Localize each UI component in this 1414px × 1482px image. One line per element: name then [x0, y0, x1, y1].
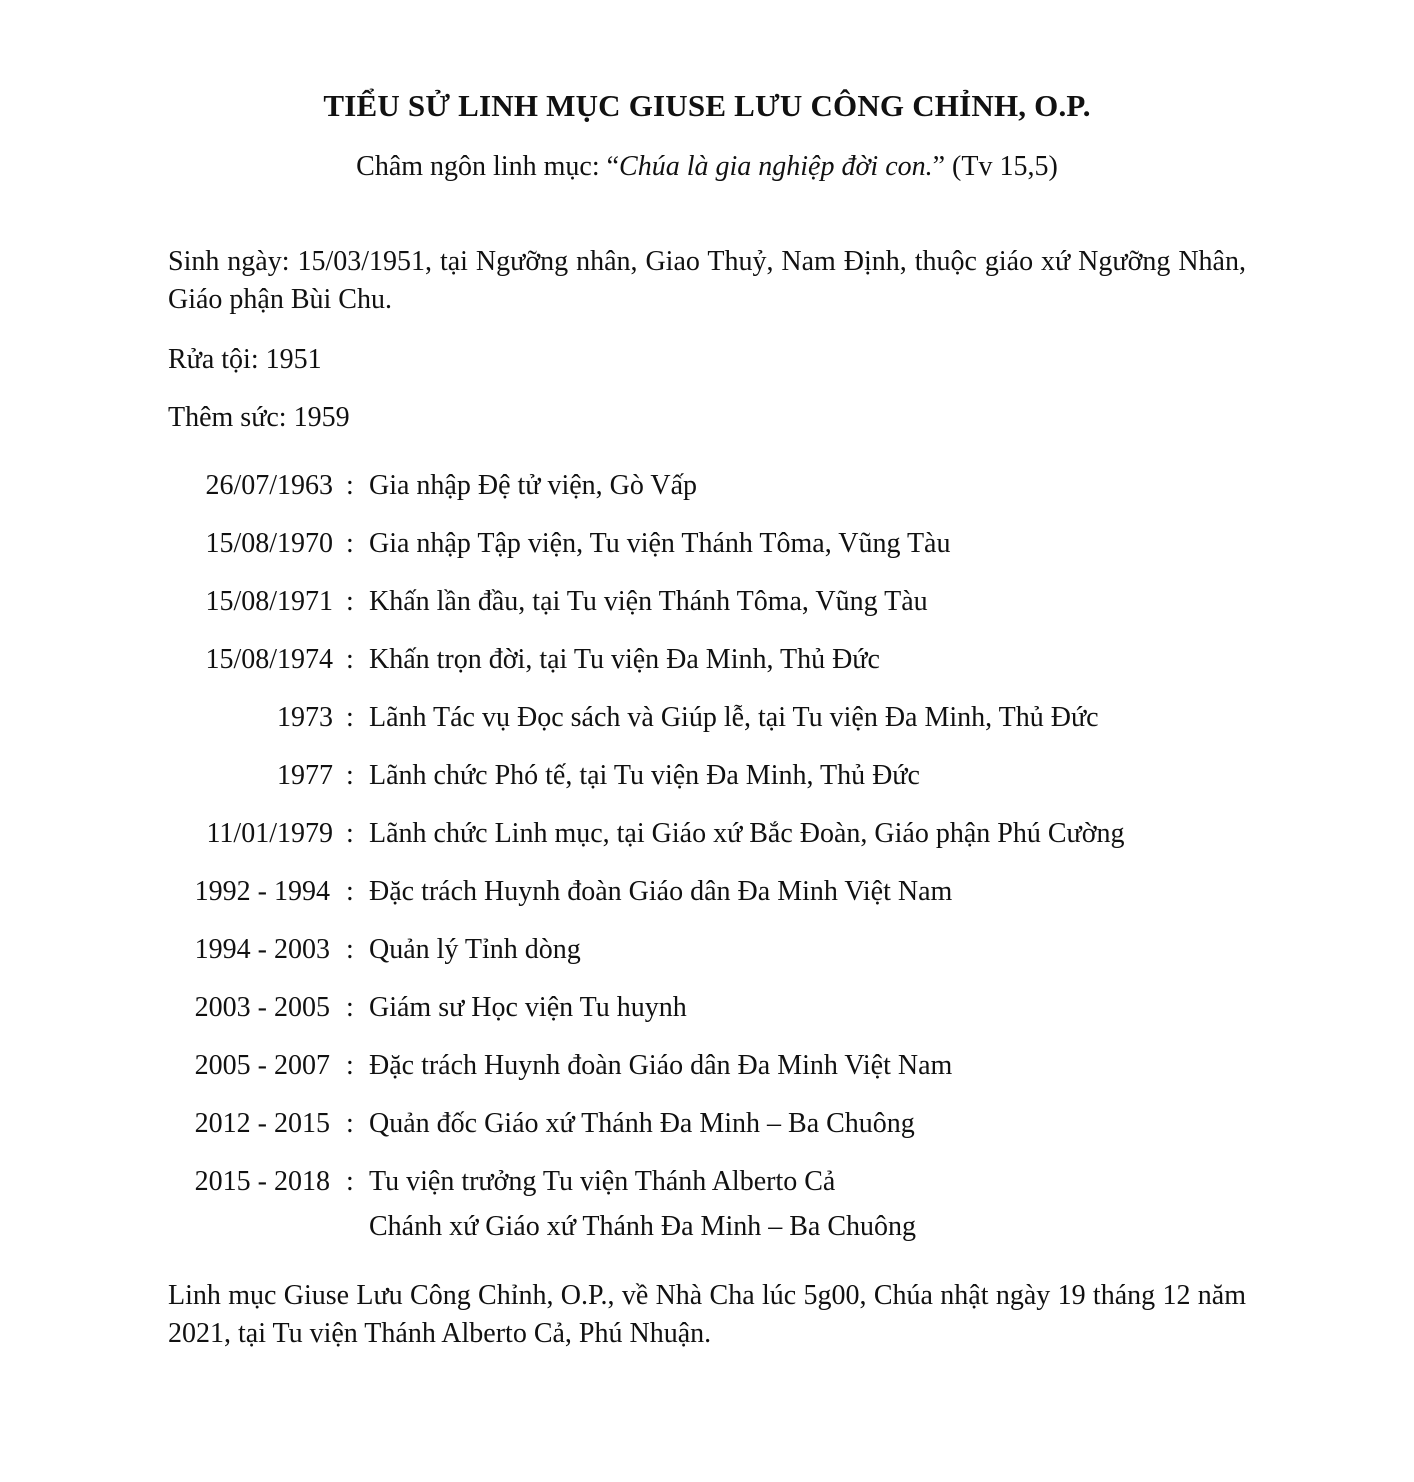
timeline-row — [0, 640, 1414, 680]
timeline-event: Khấn lần đầu, tại Tu viện Thánh Tôma, Vũng Tàu — [369, 586, 928, 617]
timeline-date: 1994 - 2003 — [194, 934, 330, 965]
timeline-date: 1973 — [277, 702, 333, 733]
timeline-row — [0, 1104, 1414, 1144]
timeline-colon: : — [346, 1050, 354, 1081]
timeline-date: 1977 — [277, 760, 333, 791]
timeline-event: Gia nhập Đệ tử viện, Gò Vấp — [369, 470, 698, 501]
timeline-colon: : — [346, 702, 354, 733]
timeline-row — [0, 930, 1414, 970]
timeline-colon: : — [346, 992, 354, 1023]
timeline-event: Quản lý Tỉnh dòng — [369, 934, 581, 965]
timeline-event: Lãnh Tác vụ Đọc sách và Giúp lễ, tại Tu viện Đa Minh, Thủ Đức — [369, 702, 1099, 733]
timeline-colon: : — [346, 876, 354, 907]
timeline-row — [0, 814, 1414, 854]
timeline-date: 2005 - 2007 — [194, 1050, 330, 1081]
timeline-colon: : — [346, 760, 354, 791]
timeline-date: 15/08/1970 — [205, 528, 333, 559]
motto-prefix: Châm ngôn linh mục: “ — [356, 151, 620, 182]
timeline-row — [0, 524, 1414, 564]
baptism-line: Rửa tội: 1951 — [168, 344, 322, 375]
timeline-date: 2012 - 2015 — [194, 1108, 330, 1139]
timeline-row — [0, 466, 1414, 506]
timeline-colon: : — [346, 818, 354, 849]
timeline-row — [0, 756, 1414, 796]
timeline-date: 1992 - 1994 — [194, 876, 330, 907]
timeline-colon: : — [346, 1108, 354, 1139]
timeline-event: Khấn trọn đời, tại Tu viện Đa Minh, Thủ Đức — [369, 644, 880, 675]
timeline-colon: : — [346, 1166, 354, 1197]
timeline-date: 26/07/1963 — [205, 470, 333, 501]
motto-suffix: ” (Tv 15,5) — [932, 151, 1058, 182]
timeline-event: Đặc trách Huynh đoàn Giáo dân Đa Minh Việt Nam — [369, 1050, 953, 1081]
timeline-row — [0, 1046, 1414, 1086]
motto-quote: Chúa là gia nghiệp đời con. — [619, 151, 933, 182]
timeline-colon: : — [346, 470, 354, 501]
timeline-event: Tu viện trưởng Tu viện Thánh Alberto Cả — [369, 1166, 836, 1197]
confirmation-line: Thêm sức: 1959 — [168, 402, 350, 433]
timeline-row — [0, 872, 1414, 912]
timeline-event: Gia nhập Tập viện, Tu viện Thánh Tôma, Vũng Tàu — [369, 528, 951, 559]
timeline-date: 2003 - 2005 — [194, 992, 330, 1023]
timeline-row — [0, 1162, 1414, 1242]
death-paragraph: Linh mục Giuse Lưu Công Chỉnh, O.P., về Nhà Cha lúc 5g00, Chúa nhật ngày 19 tháng 12 năm 2021, tại Tu viện Thánh Alberto Cả, Phú Nhuận. — [168, 1280, 1246, 1349]
timeline-event: Lãnh chức Phó tế, tại Tu viện Đa Minh, Thủ Đức — [369, 760, 920, 791]
timeline-colon: : — [346, 644, 354, 675]
timeline-row — [0, 582, 1414, 622]
timeline-colon: : — [346, 528, 354, 559]
timeline-colon: : — [346, 934, 354, 965]
timeline-date: 11/01/1979 — [206, 818, 333, 849]
timeline-event: Giám sư Học viện Tu huynh — [369, 992, 687, 1023]
timeline-date: 15/08/1971 — [205, 586, 333, 617]
timeline-date: 15/08/1974 — [205, 644, 333, 675]
timeline-event-continued: Chánh xứ Giáo xứ Thánh Đa Minh – Ba Chuông — [369, 1211, 917, 1242]
timeline-colon: : — [346, 586, 354, 617]
timeline-date: 2015 - 2018 — [194, 1166, 330, 1197]
timeline-row — [0, 698, 1414, 738]
timeline-row — [0, 988, 1414, 1028]
page-title: TIỂU SỬ LINH MỤC GIUSE LƯU CÔNG CHỈNH, O.P. — [323, 88, 1091, 123]
motto-line — [0, 147, 1414, 187]
timeline-event: Quản đốc Giáo xứ Thánh Đa Minh – Ba Chuông — [369, 1108, 915, 1139]
timeline-event: Đặc trách Huynh đoàn Giáo dân Đa Minh Việt Nam — [369, 876, 953, 907]
timeline-event: Lãnh chức Linh mục, tại Giáo xứ Bắc Đoàn, Giáo phận Phú Cường — [369, 818, 1125, 849]
birth-paragraph: Sinh ngày: 15/03/1951, tại Ngưỡng nhân, Giao Thuỷ, Nam Định, thuộc giáo xứ Ngưỡng Nhân, Giáo phận Bùi Chu. — [168, 246, 1246, 315]
